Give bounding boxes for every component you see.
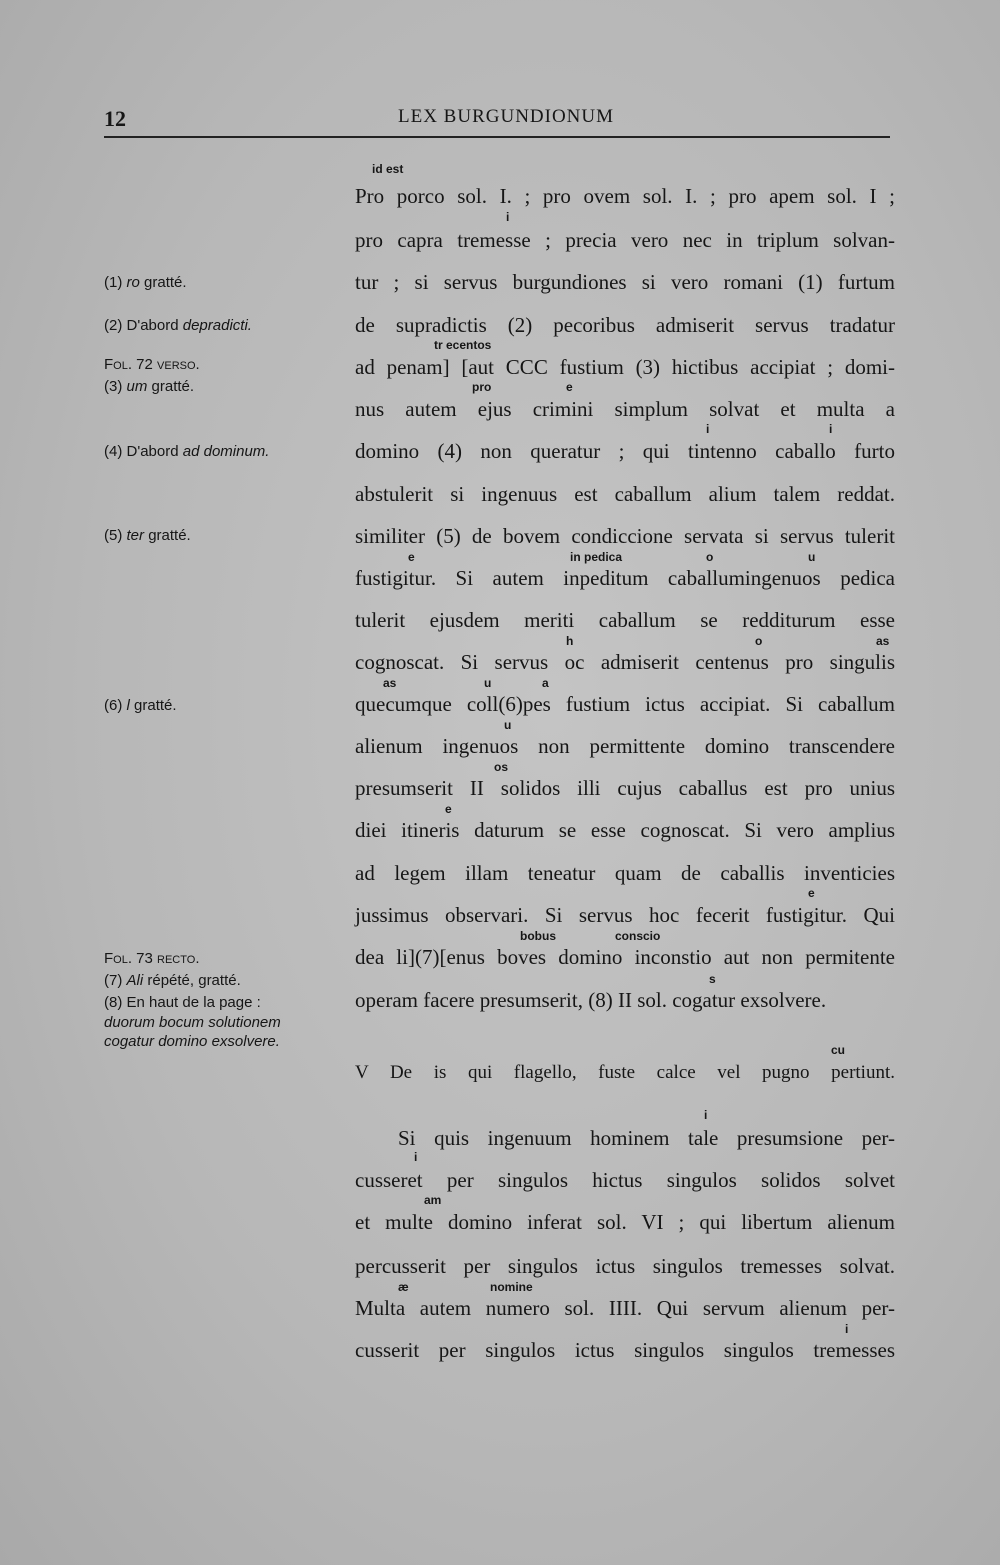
note-7: (7) Ali répété, gratté. (104, 972, 241, 989)
interlinear-gloss: u (504, 718, 512, 732)
interlinear-gloss: cu (831, 1043, 846, 1057)
text-line: presumserit II solidos illi cujus caballus est pro unius (355, 776, 895, 800)
interlinear-gloss: a (542, 676, 549, 690)
text-line: pro capra tremesse ; precia vero nec in triplum solvan- (355, 228, 895, 252)
text-line: domino (4) non queratur ; qui tintenno caballo furto (355, 439, 895, 463)
text-line: operam facere presumserit, (8) II sol. cogatur exsolvere. (355, 988, 827, 1012)
text-line: de supradictis (2) pecoribus admiserit servus tradatur (355, 313, 895, 337)
interlinear-gloss: i (704, 1108, 708, 1122)
text-line: cusserit per singulos ictus singulos singulos tremesses (355, 1338, 895, 1362)
interlinear-gloss: tr ecentos (434, 338, 492, 352)
page-number: 12 (104, 106, 126, 131)
folio-72-verso: Fol. 72 verso. (104, 356, 200, 373)
text-line: Si quis ingenuum hominem tale presumsione per- (398, 1126, 895, 1150)
interlinear-gloss: i (506, 210, 510, 224)
text-line: fustigitur. Si autem inpeditum caballumingenuos pedica (355, 566, 895, 590)
interlinear-gloss: u (808, 550, 816, 564)
page-header (0, 100, 1000, 140)
text-line: dea li](7)[enus boves domino inconstio aut non permitente (355, 945, 895, 969)
interlinear-gloss: h (566, 634, 574, 648)
note-8-line-2: duorum bocum solutionem (104, 1014, 281, 1031)
text-line: tur ; si servus burgundiones si vero romani (1) furtum (355, 270, 895, 294)
text-line: ad penam] [aut CCC fustium (3) hictibus accipiat ; domi- (355, 355, 895, 379)
text-line: similiter (5) de bovem condiccione servata si servus tulerit (355, 524, 895, 548)
text-line: nus autem ejus crimini simplum solvat et multa a (355, 397, 895, 421)
interlinear-gloss: i (414, 1150, 418, 1164)
running-title: LEX BURGUNDIONUM (398, 106, 615, 127)
text-line: Pro porco sol. I. ; pro ovem sol. I. ; pro apem sol. I ; (355, 184, 895, 208)
interlinear-gloss: u (484, 676, 492, 690)
text-line: cognoscat. Si servus oc admiserit centenus pro singulis (355, 650, 895, 674)
note-1: (1) ro gratté. (104, 274, 187, 291)
interlinear-gloss: æ (398, 1280, 409, 1294)
interlinear-gloss: e (566, 380, 573, 394)
interlinear-gloss: as (383, 676, 397, 690)
note-4: (4) D'abord ad dominum. (104, 443, 270, 460)
interlinear-gloss: o (706, 550, 714, 564)
interlinear-gloss: o (755, 634, 763, 648)
note-5: (5) ter gratté. (104, 527, 191, 544)
note-2: (2) D'abord depradicti. (104, 317, 252, 334)
interlinear-gloss: e (408, 550, 415, 564)
section-heading: V De is qui flagello, fuste calce vel pugno pertiunt. (355, 1062, 895, 1083)
interlinear-gloss: s (709, 972, 716, 986)
interlinear-gloss: as (876, 634, 890, 648)
text-line: quecumque coll(6)pes fustium ictus accipiat. Si caballum (355, 692, 895, 716)
interlinear-gloss: nomine (490, 1280, 533, 1294)
note-8-line-3: cogatur domino exsolvere. (104, 1033, 280, 1050)
note-6: (6) l gratté. (104, 697, 177, 714)
interlinear-gloss: pro (472, 380, 492, 394)
interlinear-gloss: bobus (520, 929, 556, 943)
interlinear-gloss: i (706, 422, 710, 436)
text-line: jussimus observari. Si servus hoc fecerit fustigitur. Qui (355, 903, 895, 927)
interlinear-gloss: e (445, 802, 452, 816)
text-line: percusserit per singulos ictus singulos tremesses solvat. (355, 1254, 895, 1278)
text-line: et multe domino inferat sol. VI ; qui libertum alienum (355, 1210, 895, 1234)
note-3: (3) um gratté. (104, 378, 195, 395)
folio-73-recto: Fol. 73 recto. (104, 950, 200, 967)
interlinear-gloss: id est (372, 162, 404, 176)
text-line: tulerit ejusdem meriti caballum se redditurum esse (355, 608, 895, 632)
text-line: alienum ingenuos non permittente domino transcendere (355, 734, 895, 758)
text-line: diei itineris daturum se esse cognoscat. Si vero amplius (355, 818, 895, 842)
interlinear-gloss: conscio (615, 929, 661, 943)
interlinear-gloss: in pedica (570, 550, 623, 564)
text-line: abstulerit si ingenuus est caballum alium talem reddat. (355, 482, 895, 506)
interlinear-gloss: i (829, 422, 833, 436)
text-line: cusseret per singulos hictus singulos solidos solvet (355, 1168, 895, 1192)
interlinear-gloss: i (845, 1322, 849, 1336)
header-rule (104, 136, 890, 138)
text-line: Multa autem numero sol. IIII. Qui servum alienum per- (355, 1296, 895, 1320)
interlinear-gloss: am (424, 1193, 442, 1207)
note-8: (8) En haut de la page : (104, 994, 261, 1011)
interlinear-gloss: e (808, 886, 815, 900)
text-line: ad legem illam teneatur quam de caballis inventicies (355, 861, 895, 885)
interlinear-gloss: os (494, 760, 509, 774)
